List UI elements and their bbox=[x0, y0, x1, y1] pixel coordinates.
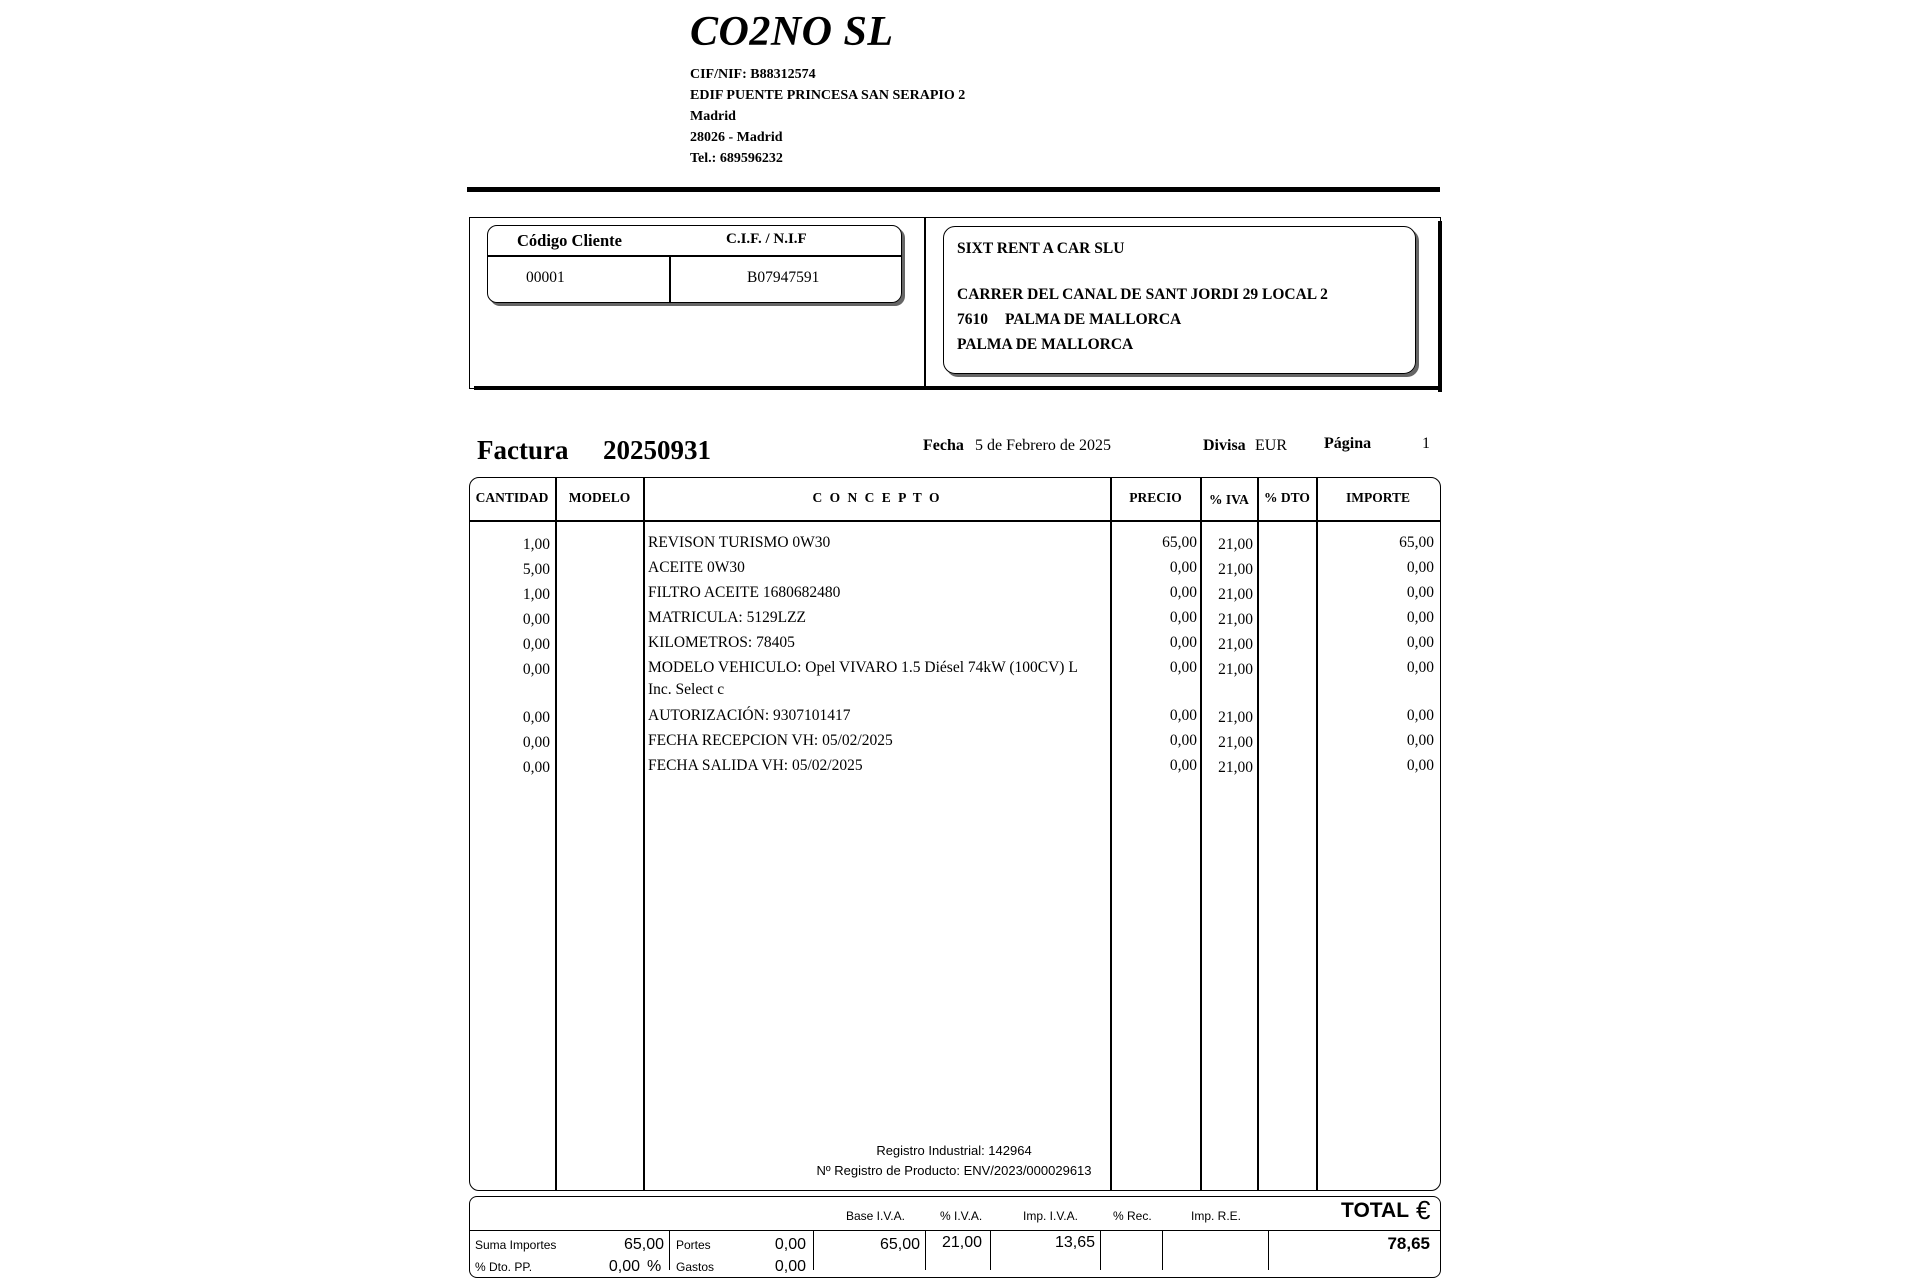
dto-pp-percent: % bbox=[647, 1258, 662, 1275]
cell-concepto: FILTRO ACEITE 1680682480 bbox=[648, 584, 841, 601]
imp-iva-label: Imp. I.V.A. bbox=[1023, 1209, 1078, 1223]
client-code-divider bbox=[669, 255, 671, 302]
cell-concepto: KILOMETROS: 78405 bbox=[648, 634, 795, 651]
euro-symbol: € bbox=[1416, 1195, 1431, 1225]
table-column-divider bbox=[1257, 477, 1259, 1190]
pct-iva-value: 21,00 bbox=[941, 1234, 982, 1251]
company-city: Madrid bbox=[690, 109, 736, 124]
column-header-modelo: MODELO bbox=[568, 490, 631, 505]
pct-rec-label: % Rec. bbox=[1113, 1209, 1152, 1223]
pct-iva-label: % I.V.A. bbox=[940, 1209, 983, 1223]
column-header-cantidad: CANTIDAD bbox=[475, 490, 549, 505]
client-cif: B07947591 bbox=[747, 269, 820, 286]
suma-importes-value: 65,00 bbox=[623, 1236, 664, 1253]
cell-iva: 21,00 bbox=[1218, 759, 1253, 776]
totals-column-divider bbox=[813, 1230, 814, 1270]
imp-re-label: Imp. R.E. bbox=[1191, 1209, 1242, 1223]
cell-importe: 0,00 bbox=[1406, 659, 1434, 676]
cell-concepto: REVISON TURISMO 0W30 bbox=[648, 534, 831, 551]
currency-label: Divisa bbox=[1203, 437, 1246, 454]
cell-iva: 21,00 bbox=[1218, 709, 1253, 726]
imp-iva-value: 13,65 bbox=[1054, 1234, 1095, 1251]
client-block-divider bbox=[924, 217, 926, 388]
total-label: TOTAL bbox=[1341, 1199, 1410, 1222]
table-header-divider bbox=[469, 520, 1441, 522]
column-header-precio: PRECIO bbox=[1129, 490, 1182, 505]
client-block-shadow bbox=[1438, 221, 1442, 392]
cell-iva: 21,00 bbox=[1218, 611, 1253, 628]
cell-concepto-continued: Inc. Select c bbox=[648, 681, 725, 698]
cell-precio: 0,00 bbox=[1169, 732, 1197, 749]
company-phone: Tel.: 689596232 bbox=[690, 151, 783, 166]
currency-value: EUR bbox=[1255, 437, 1287, 454]
table-column-divider bbox=[555, 477, 557, 1190]
cell-concepto: ACEITE 0W30 bbox=[648, 559, 745, 576]
table-column-divider bbox=[1200, 477, 1202, 1190]
client-name: SIXT RENT A CAR SLU bbox=[957, 240, 1125, 257]
portes-value: 0,00 bbox=[774, 1236, 806, 1253]
cell-concepto: MATRICULA: 5129LZZ bbox=[648, 609, 807, 626]
cell-cantidad: 0,00 bbox=[522, 661, 550, 678]
company-postal: 28026 - Madrid bbox=[690, 130, 783, 145]
cell-precio: 0,00 bbox=[1169, 707, 1197, 724]
cell-concepto: FECHA RECEPCION VH: 05/02/2025 bbox=[648, 732, 893, 749]
invoice-label: Factura bbox=[477, 435, 569, 465]
client-city: PALMA DE MALLORCA bbox=[1005, 311, 1182, 328]
client-cif-label: C.I.F. / N.I.F bbox=[726, 231, 807, 247]
registro-industrial: Registro Industrial: 142964 bbox=[876, 1143, 1032, 1158]
cell-importe: 0,00 bbox=[1406, 707, 1434, 724]
company-cif: CIF/NIF: B88312574 bbox=[690, 67, 816, 82]
totals-column-divider bbox=[669, 1230, 670, 1270]
header-divider bbox=[467, 187, 1440, 192]
gastos-value: 0,00 bbox=[774, 1258, 806, 1275]
totals-column-divider bbox=[1100, 1230, 1101, 1270]
cell-importe: 0,00 bbox=[1406, 757, 1434, 774]
cell-concepto: MODELO VEHICULO: Opel VIVARO 1.5 Diésel 74kW (100CV) L bbox=[648, 659, 1078, 676]
cell-importe: 0,00 bbox=[1406, 609, 1434, 626]
cell-precio: 0,00 bbox=[1169, 757, 1197, 774]
cell-cantidad: 0,00 bbox=[522, 734, 550, 751]
table-column-divider bbox=[643, 477, 645, 1190]
company-name: CO2NO SL bbox=[690, 9, 894, 55]
cell-iva: 21,00 bbox=[1218, 636, 1253, 653]
total-value: 78,65 bbox=[1387, 1234, 1430, 1253]
client-block-shadow bbox=[474, 386, 1442, 390]
cell-concepto: AUTORIZACIÓN: 9307101417 bbox=[648, 707, 851, 724]
cell-cantidad: 0,00 bbox=[522, 709, 550, 726]
column-header-dto: % DTO bbox=[1264, 490, 1310, 505]
client-postal: 7610 bbox=[957, 311, 988, 328]
cell-precio: 0,00 bbox=[1169, 559, 1197, 576]
cell-cantidad: 1,00 bbox=[522, 586, 550, 603]
cell-concepto: FECHA SALIDA VH: 05/02/2025 bbox=[648, 757, 863, 774]
page-number: 1 bbox=[1422, 435, 1430, 452]
column-header-importe: IMPORTE bbox=[1345, 490, 1411, 505]
company-address: EDIF PUENTE PRINCESA SAN SERAPIO 2 bbox=[690, 88, 966, 103]
cell-cantidad: 0,00 bbox=[522, 759, 550, 776]
cell-iva: 21,00 bbox=[1218, 561, 1253, 578]
cell-cantidad: 0,00 bbox=[522, 636, 550, 653]
invoice-number: 20250931 bbox=[603, 435, 711, 465]
dto-pp-label: % Dto. PP. bbox=[475, 1260, 533, 1274]
totals-column-divider bbox=[1162, 1230, 1163, 1270]
cell-cantidad: 0,00 bbox=[522, 611, 550, 628]
cell-importe: 0,00 bbox=[1406, 732, 1434, 749]
client-code: 00001 bbox=[526, 269, 565, 286]
cell-precio: 0,00 bbox=[1169, 584, 1197, 601]
cell-cantidad: 5,00 bbox=[522, 561, 550, 578]
client-code-label: Código Cliente bbox=[517, 231, 622, 250]
invoice-date: 5 de Febrero de 2025 bbox=[975, 437, 1111, 454]
gastos-label: Gastos bbox=[676, 1260, 715, 1274]
base-iva-value: 65,00 bbox=[879, 1236, 920, 1253]
cell-precio: 65,00 bbox=[1162, 534, 1197, 551]
base-iva-label: Base I.V.A. bbox=[846, 1209, 905, 1223]
cell-iva: 21,00 bbox=[1218, 586, 1253, 603]
cell-iva: 21,00 bbox=[1218, 536, 1253, 553]
cell-importe: 0,00 bbox=[1406, 584, 1434, 601]
cell-precio: 0,00 bbox=[1169, 659, 1197, 676]
suma-importes-label: Suma Importes bbox=[475, 1238, 557, 1252]
portes-label: Portes bbox=[676, 1238, 711, 1252]
cell-cantidad: 1,00 bbox=[522, 536, 550, 553]
client-address: CARRER DEL CANAL DE SANT JORDI 29 LOCAL 2 bbox=[957, 286, 1328, 303]
totals-column-divider bbox=[990, 1230, 991, 1270]
client-province: PALMA DE MALLORCA bbox=[957, 336, 1134, 353]
cell-importe: 0,00 bbox=[1406, 634, 1434, 651]
cell-importe: 0,00 bbox=[1406, 559, 1434, 576]
column-header-concepto: C O N C E P T O bbox=[812, 490, 942, 505]
dto-pp-value: 0,00 bbox=[608, 1258, 640, 1275]
column-header-iva: % IVA bbox=[1209, 492, 1249, 507]
cell-iva: 21,00 bbox=[1218, 661, 1253, 678]
cell-precio: 0,00 bbox=[1169, 609, 1197, 626]
invoice-date-label: Fecha bbox=[923, 437, 964, 454]
client-code-divider bbox=[487, 255, 902, 257]
cell-precio: 0,00 bbox=[1169, 634, 1197, 651]
totals-column-divider bbox=[1268, 1230, 1269, 1270]
cell-importe: 65,00 bbox=[1399, 534, 1434, 551]
cell-iva: 21,00 bbox=[1218, 734, 1253, 751]
registro-producto: Nº Registro de Producto: ENV/2023/000029613 bbox=[816, 1163, 1092, 1178]
totals-divider bbox=[469, 1230, 1441, 1231]
page-label: Página bbox=[1324, 435, 1372, 452]
